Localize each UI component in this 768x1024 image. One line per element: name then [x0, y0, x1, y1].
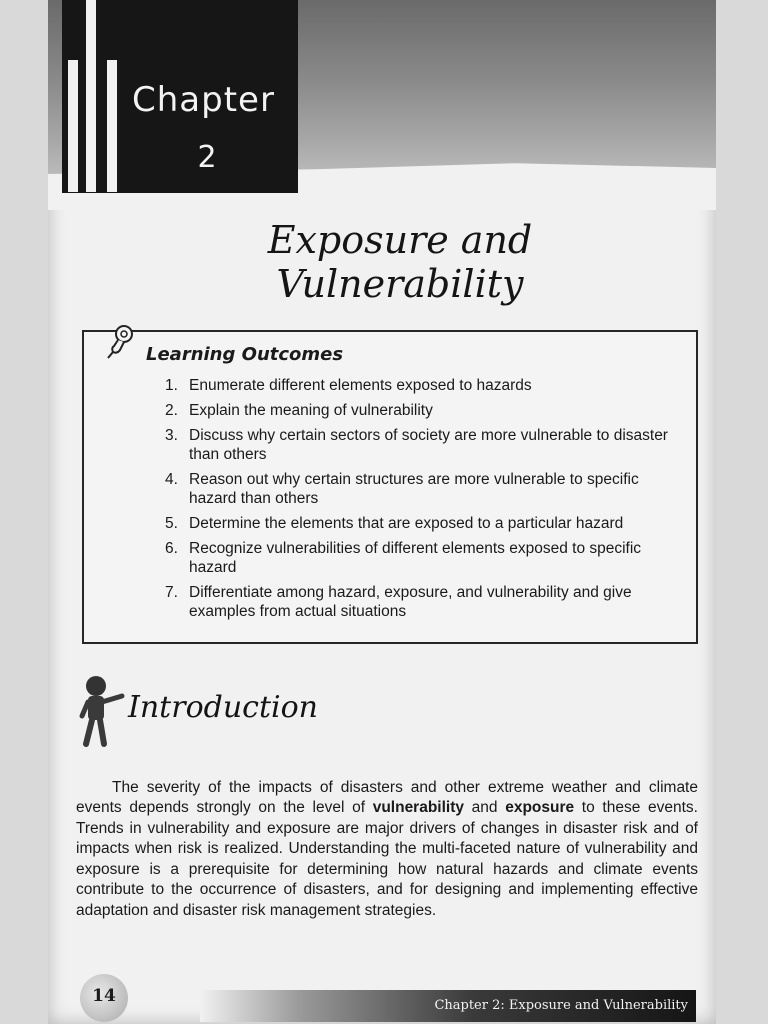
learning-outcomes-list — [165, 376, 685, 627]
outcome-item: 7. Differentiate among hazard, exposure, and vulnerability and give examples from actual situations — [165, 584, 632, 620]
outcome-item: 1. Enumerate different elements exposed to hazards — [165, 377, 532, 394]
chapter-number: 2 — [197, 140, 217, 175]
outcome-item: 2. Explain the meaning of vulnerability — [165, 402, 433, 419]
introduction-heading: Introduction — [128, 690, 318, 725]
chapter-stripe — [86, 0, 96, 192]
outcome-item: 6. Recognize vulnerabilities of different elements exposed to specific hazard — [165, 540, 642, 576]
chapter-label: Chapter — [132, 80, 275, 120]
introduction-paragraph: The severity of the impacts of disasters and other extreme weather and climate events depends strongly on the level of vulnerability and exposure to these events. Trends in vulnerability and exposure are major drivers of changes in disaster risk and of impacts when risk is realized. Understanding the multi-faceted nature of vulnerability and exposure is a prerequisite for determining how natural hazards and climate events contribute to the occurrence of disasters, and for designing and implementing effective adaptation and disaster risk management strategies. — [76, 778, 698, 919]
outcome-item: 3. Discuss why certain sectors of society are more vulnerable to disaster than others — [165, 427, 668, 463]
pointing-figure-icon — [76, 672, 126, 748]
chapter-stripe — [68, 60, 78, 192]
learning-outcomes-heading: Learning Outcomes — [146, 344, 344, 365]
running-title: Chapter 2: Exposure and Vulnerability — [434, 998, 688, 1013]
chapter-stripe — [107, 60, 117, 192]
outcome-item: 4. Reason out why certain structures are more vulnerable to specific hazard than others — [165, 471, 639, 507]
outcome-item: 5. Determine the elements that are exposed to a particular hazard — [165, 515, 624, 532]
chapter-title: Exposure and Vulnerability — [267, 218, 533, 306]
pushpin-icon — [104, 324, 136, 360]
page-number: 14 — [92, 986, 116, 1006]
